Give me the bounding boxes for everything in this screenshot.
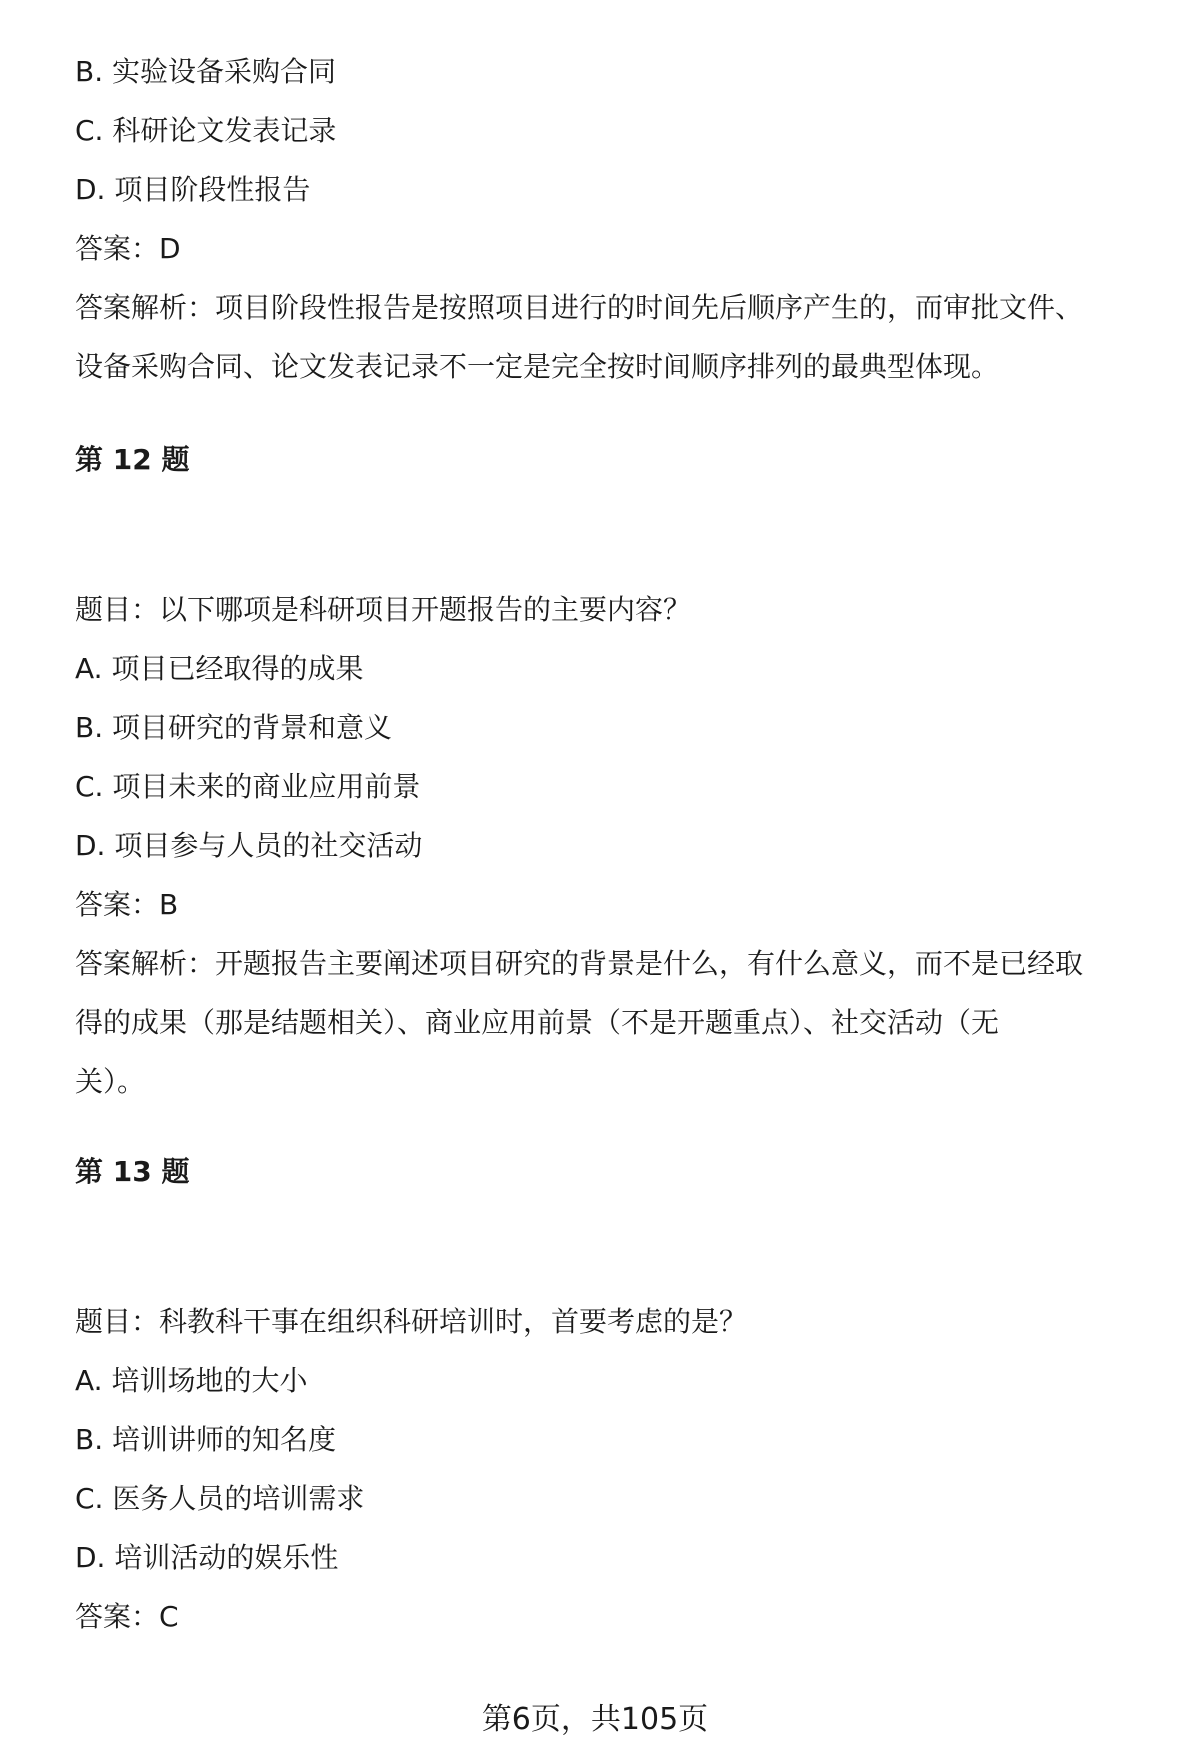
q11-option-c: C. 科研论文发表记录 <box>75 114 337 147</box>
q12-option-b: B. 项目研究的背景和意义 <box>75 711 393 744</box>
q12-answer: 答案：B <box>75 888 179 921</box>
q11-explanation-line-2: 设备采购合同、论文发表记录不一定是完全按时间顺序排列的最典型体现。 <box>75 350 1000 383</box>
q13-question: 题目：科教科干事在组织科研培训时，首要考虑的是？ <box>75 1305 748 1338</box>
q13-option-b: B. 培训讲师的知名度 <box>75 1423 337 1456</box>
q12-explanation-line-1: 答案解析：开题报告主要阐述项目研究的背景是什么，有什么意义，而不是已经取 <box>75 947 1084 980</box>
q13-answer: 答案：C <box>75 1600 179 1633</box>
page-number-footer: 第6页，共105页 <box>481 1702 709 1737</box>
q12-question: 题目：以下哪项是科研项目开题报告的主要内容？ <box>75 593 692 626</box>
q13-option-c: C. 医务人员的培训需求 <box>75 1482 365 1515</box>
q11-answer: 答案：D <box>75 232 181 265</box>
q13-option-a: A. 培训场地的大小 <box>75 1364 308 1397</box>
q11-option-b: B. 实验设备采购合同 <box>75 55 337 88</box>
q12-explanation-line-2: 得的成果（那是结题相关）、商业应用前景（不是开题重点）、社交活动（无 <box>75 1006 1000 1039</box>
q12-heading: 第 12 题 <box>75 443 190 476</box>
q12-option-a: A. 项目已经取得的成果 <box>75 652 364 685</box>
q13-heading: 第 13 题 <box>75 1155 190 1188</box>
q12-option-d: D. 项目参与人员的社交活动 <box>75 829 423 862</box>
q11-explanation-line-1: 答案解析：项目阶段性报告是按照项目进行的时间先后顺序产生的，而审批文件、 <box>75 291 1084 324</box>
q13-option-d: D. 培训活动的娱乐性 <box>75 1541 339 1574</box>
q12-option-c: C. 项目未来的商业应用前景 <box>75 770 421 803</box>
q11-option-d: D. 项目阶段性报告 <box>75 173 311 206</box>
q12-explanation-line-3: 关）。 <box>75 1065 146 1098</box>
